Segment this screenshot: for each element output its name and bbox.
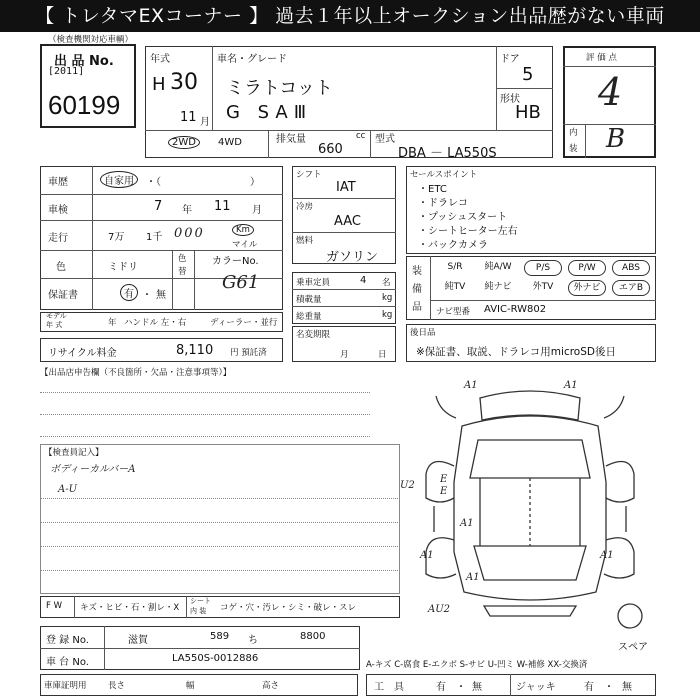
chassis-number: LA550S-0012886 (172, 653, 259, 664)
tools-sep: ・ (456, 682, 466, 693)
rear-window (470, 440, 590, 478)
fw-label: F W (46, 601, 62, 611)
lot-label: 出 品 No. (54, 54, 114, 69)
mark-text: AU2 (428, 604, 451, 615)
model-value: DBA － LA550S (398, 146, 497, 161)
history-label: 車歴 (48, 177, 68, 188)
warranty-label: 保証書 (48, 290, 78, 301)
tools-yes: 有 (436, 682, 446, 693)
change-label: 名変期限 (296, 330, 331, 340)
model-label: 型式 (375, 134, 395, 145)
mileage-km: Km (232, 224, 254, 236)
ac-value: AAC (334, 214, 361, 229)
header-banner: 【 トレタマEXコーナー 】 過去１年以上オークション出品歴がない車両 (0, 0, 700, 32)
windshield (474, 546, 586, 580)
chassis-label: 車 台 No. (46, 657, 89, 668)
right-rear-fender (606, 462, 634, 503)
seller-notes-label: 【出品店申告欄（不良箇所・欠品・注意事項等）】 (40, 368, 232, 378)
sales-points-title: セールスポイント (410, 170, 478, 180)
ac-label: 冷房 (296, 202, 314, 212)
lot-box (40, 44, 136, 128)
drive-4wd: 4WD (218, 137, 242, 148)
interior-value: B (606, 124, 626, 154)
score-label: 評 価 点 (586, 53, 617, 63)
recycle-label: リサイクル料金 (48, 348, 117, 359)
displacement-value: 660 (318, 142, 343, 157)
name-label: 車名・グレード (217, 54, 287, 65)
equip-ext-navi: 外ナビ (568, 280, 606, 296)
month-unit: 月 (200, 117, 210, 128)
after-label: 後日品 (410, 328, 436, 338)
equip-ext-tv: 外TV (532, 282, 554, 292)
cert-label: 車庫証明用 (44, 681, 87, 691)
inspection-month-unit: 月 (252, 205, 262, 216)
equip-sr: S/R (447, 262, 463, 272)
warranty-no: 無 (156, 290, 166, 301)
sales-point-item: ・ETC (418, 184, 447, 195)
inspection-label: 車検 (48, 205, 68, 216)
equipment-char-2: 備 (412, 284, 422, 295)
equip-tv: 純TV (444, 282, 466, 292)
spare-label: スペア (618, 642, 648, 653)
drive-2wd: 2WD (168, 136, 200, 149)
lot-number: 60199 (48, 90, 121, 120)
equip-alloy: 純A/W (484, 262, 512, 272)
mark-text: A1 (464, 380, 478, 391)
year-value: 30 (170, 70, 198, 95)
after-value: ※保証書、取説、ドラレコ用microSD後日 (416, 346, 616, 358)
interior-items: コゲ・穴・汚レ・シミ・破レ・スレ (220, 603, 357, 613)
shape-label: 形状 (500, 94, 520, 105)
car-name: ミラトコット (226, 78, 333, 99)
navi-model: AVIC-RW802 (484, 304, 547, 315)
mileage-sen: 1千 (146, 232, 163, 243)
reg-number: 8800 (300, 631, 326, 642)
equipment-char-1: 装 (412, 266, 422, 277)
cert-height: 高さ (262, 681, 280, 691)
sales-point-item: ・バックカメラ (418, 240, 488, 251)
doors-label: ドア (500, 54, 520, 65)
fuel-label: 燃料 (296, 236, 314, 246)
lot-year-badge: [2011] (48, 66, 85, 77)
equip-airbag: エアB (612, 280, 650, 296)
mileage-hand: 000 (174, 226, 205, 241)
color-label: 色 (56, 262, 66, 273)
inspection-month: 11 (214, 199, 231, 214)
equip-pw: P/W (568, 260, 606, 276)
repaint-label-1: 色 (178, 254, 187, 264)
year-label: 年式 (150, 54, 170, 65)
change-month: 月 (340, 350, 349, 360)
warranty-sep: ・ (142, 290, 152, 301)
mark-text: A1 (460, 518, 474, 529)
gross-label: 総重量 (296, 312, 322, 322)
color-value: ミドリ (108, 262, 138, 273)
sales-point-item: ・シートヒーター左右 (418, 226, 518, 237)
capacity-value: 4 (360, 275, 367, 286)
legend: A-キズ C-腐食 E-エクボ S-サビ U-凹ミ W-補修 XX-交換済 (366, 660, 588, 670)
model-year-unit: 年 (108, 318, 117, 328)
load-unit: kg (382, 293, 393, 303)
model-year-label-2: 年 式 (46, 321, 63, 329)
displacement-label: 排気量 (276, 134, 306, 145)
car-grade: G SAⅢ (226, 102, 313, 123)
mark-text: U2 (400, 480, 415, 491)
cert-box (40, 674, 358, 696)
equip-ps: P/S (524, 260, 562, 276)
color-no-label: カラーNo. (212, 256, 259, 267)
sales-point-item: ・ドラレコ (418, 198, 468, 209)
fuel-value: ガソリン (326, 250, 379, 265)
mileage-label: 走行 (48, 233, 68, 244)
recycle-unit: 円 預託済 (230, 348, 267, 358)
inspector-note: ボディーカルバーA (50, 464, 136, 475)
mileage-man: 7万 (108, 232, 125, 243)
mark-text: E (440, 474, 448, 485)
model-year-handle: ハンドル 左・右 (124, 318, 187, 328)
history-dot: ・（ (146, 177, 161, 188)
warranty-yes: 有 (120, 284, 138, 301)
cert-length: 長さ (108, 681, 126, 691)
navi-label: ナビ型番 (436, 307, 471, 317)
interior-char-2: 装 (569, 144, 578, 154)
year-era: H (152, 74, 166, 95)
tools-label: 工 具 (374, 682, 404, 693)
mark-text: A1 (420, 550, 434, 561)
model-year-label-1: モデル (46, 312, 67, 320)
history-close: ） (250, 177, 260, 188)
equip-abs: ABS (612, 260, 650, 276)
spare-tire (618, 604, 642, 628)
reg-label: 登 録 No. (46, 635, 89, 646)
inspection-year-unit: 年 (182, 205, 192, 216)
fw-items: キズ・ヒビ・石・割レ・X (80, 603, 180, 613)
inspector-note: A-U (58, 484, 78, 495)
inspector-label: 【検査員記入】 (44, 448, 104, 458)
front-bumper (484, 606, 576, 616)
history-value: 自家用 (100, 171, 138, 188)
change-day: 日 (378, 350, 387, 360)
cert-width: 幅 (186, 681, 195, 691)
jack-label: ジャッキ (516, 682, 556, 693)
mark-text: A1 (564, 380, 578, 391)
capacity-unit: 名 (382, 278, 391, 288)
rear-right-corner (604, 396, 624, 418)
capacity-label: 乗車定員 (296, 278, 331, 288)
reg-area: 滋賀 (128, 635, 148, 646)
shift-value: IAT (336, 180, 356, 195)
jack-no: 無 (622, 682, 632, 693)
shift-label: シフト (296, 170, 322, 180)
jack-sep: ・ (604, 682, 614, 693)
reg-class: 589 (210, 631, 230, 642)
model-year-dealer: ディーラー・並行 (210, 318, 278, 328)
mark-text: E (440, 486, 448, 497)
tools-no: 無 (472, 682, 482, 693)
sales-point-item: ・プッシュスタート (418, 212, 508, 223)
jack-yes: 有 (584, 682, 594, 693)
mark-text: A1 (600, 550, 614, 561)
gross-unit: kg (382, 310, 393, 320)
mark-text: A1 (466, 572, 480, 583)
recycle-value: 8,110 (176, 343, 214, 358)
load-label: 積載量 (296, 295, 322, 305)
doors-value: 5 (522, 64, 534, 85)
shape-value: HB (515, 102, 541, 123)
reg-kana: ち (248, 635, 258, 646)
repaint-label-2: 替 (178, 267, 187, 277)
sub-note: （検査機関対応車輌） (48, 35, 134, 45)
car-diagram (400, 370, 660, 630)
interior-char-1: 内 (569, 128, 578, 138)
mileage-mile: マイル (232, 240, 258, 250)
equip-navi: 純ナビ (484, 282, 512, 292)
roof-label-2: 内 装 (190, 607, 207, 615)
rear-left-corner (436, 396, 456, 418)
roof-label-1: シート (190, 597, 211, 605)
color-no-value: G61 (222, 272, 260, 293)
score-value: 4 (598, 70, 623, 114)
equipment-char-3: 品 (412, 302, 422, 313)
month-value: 11 (180, 110, 197, 125)
displacement-unit: cc (356, 131, 366, 141)
inspection-year: 7 (154, 199, 163, 214)
